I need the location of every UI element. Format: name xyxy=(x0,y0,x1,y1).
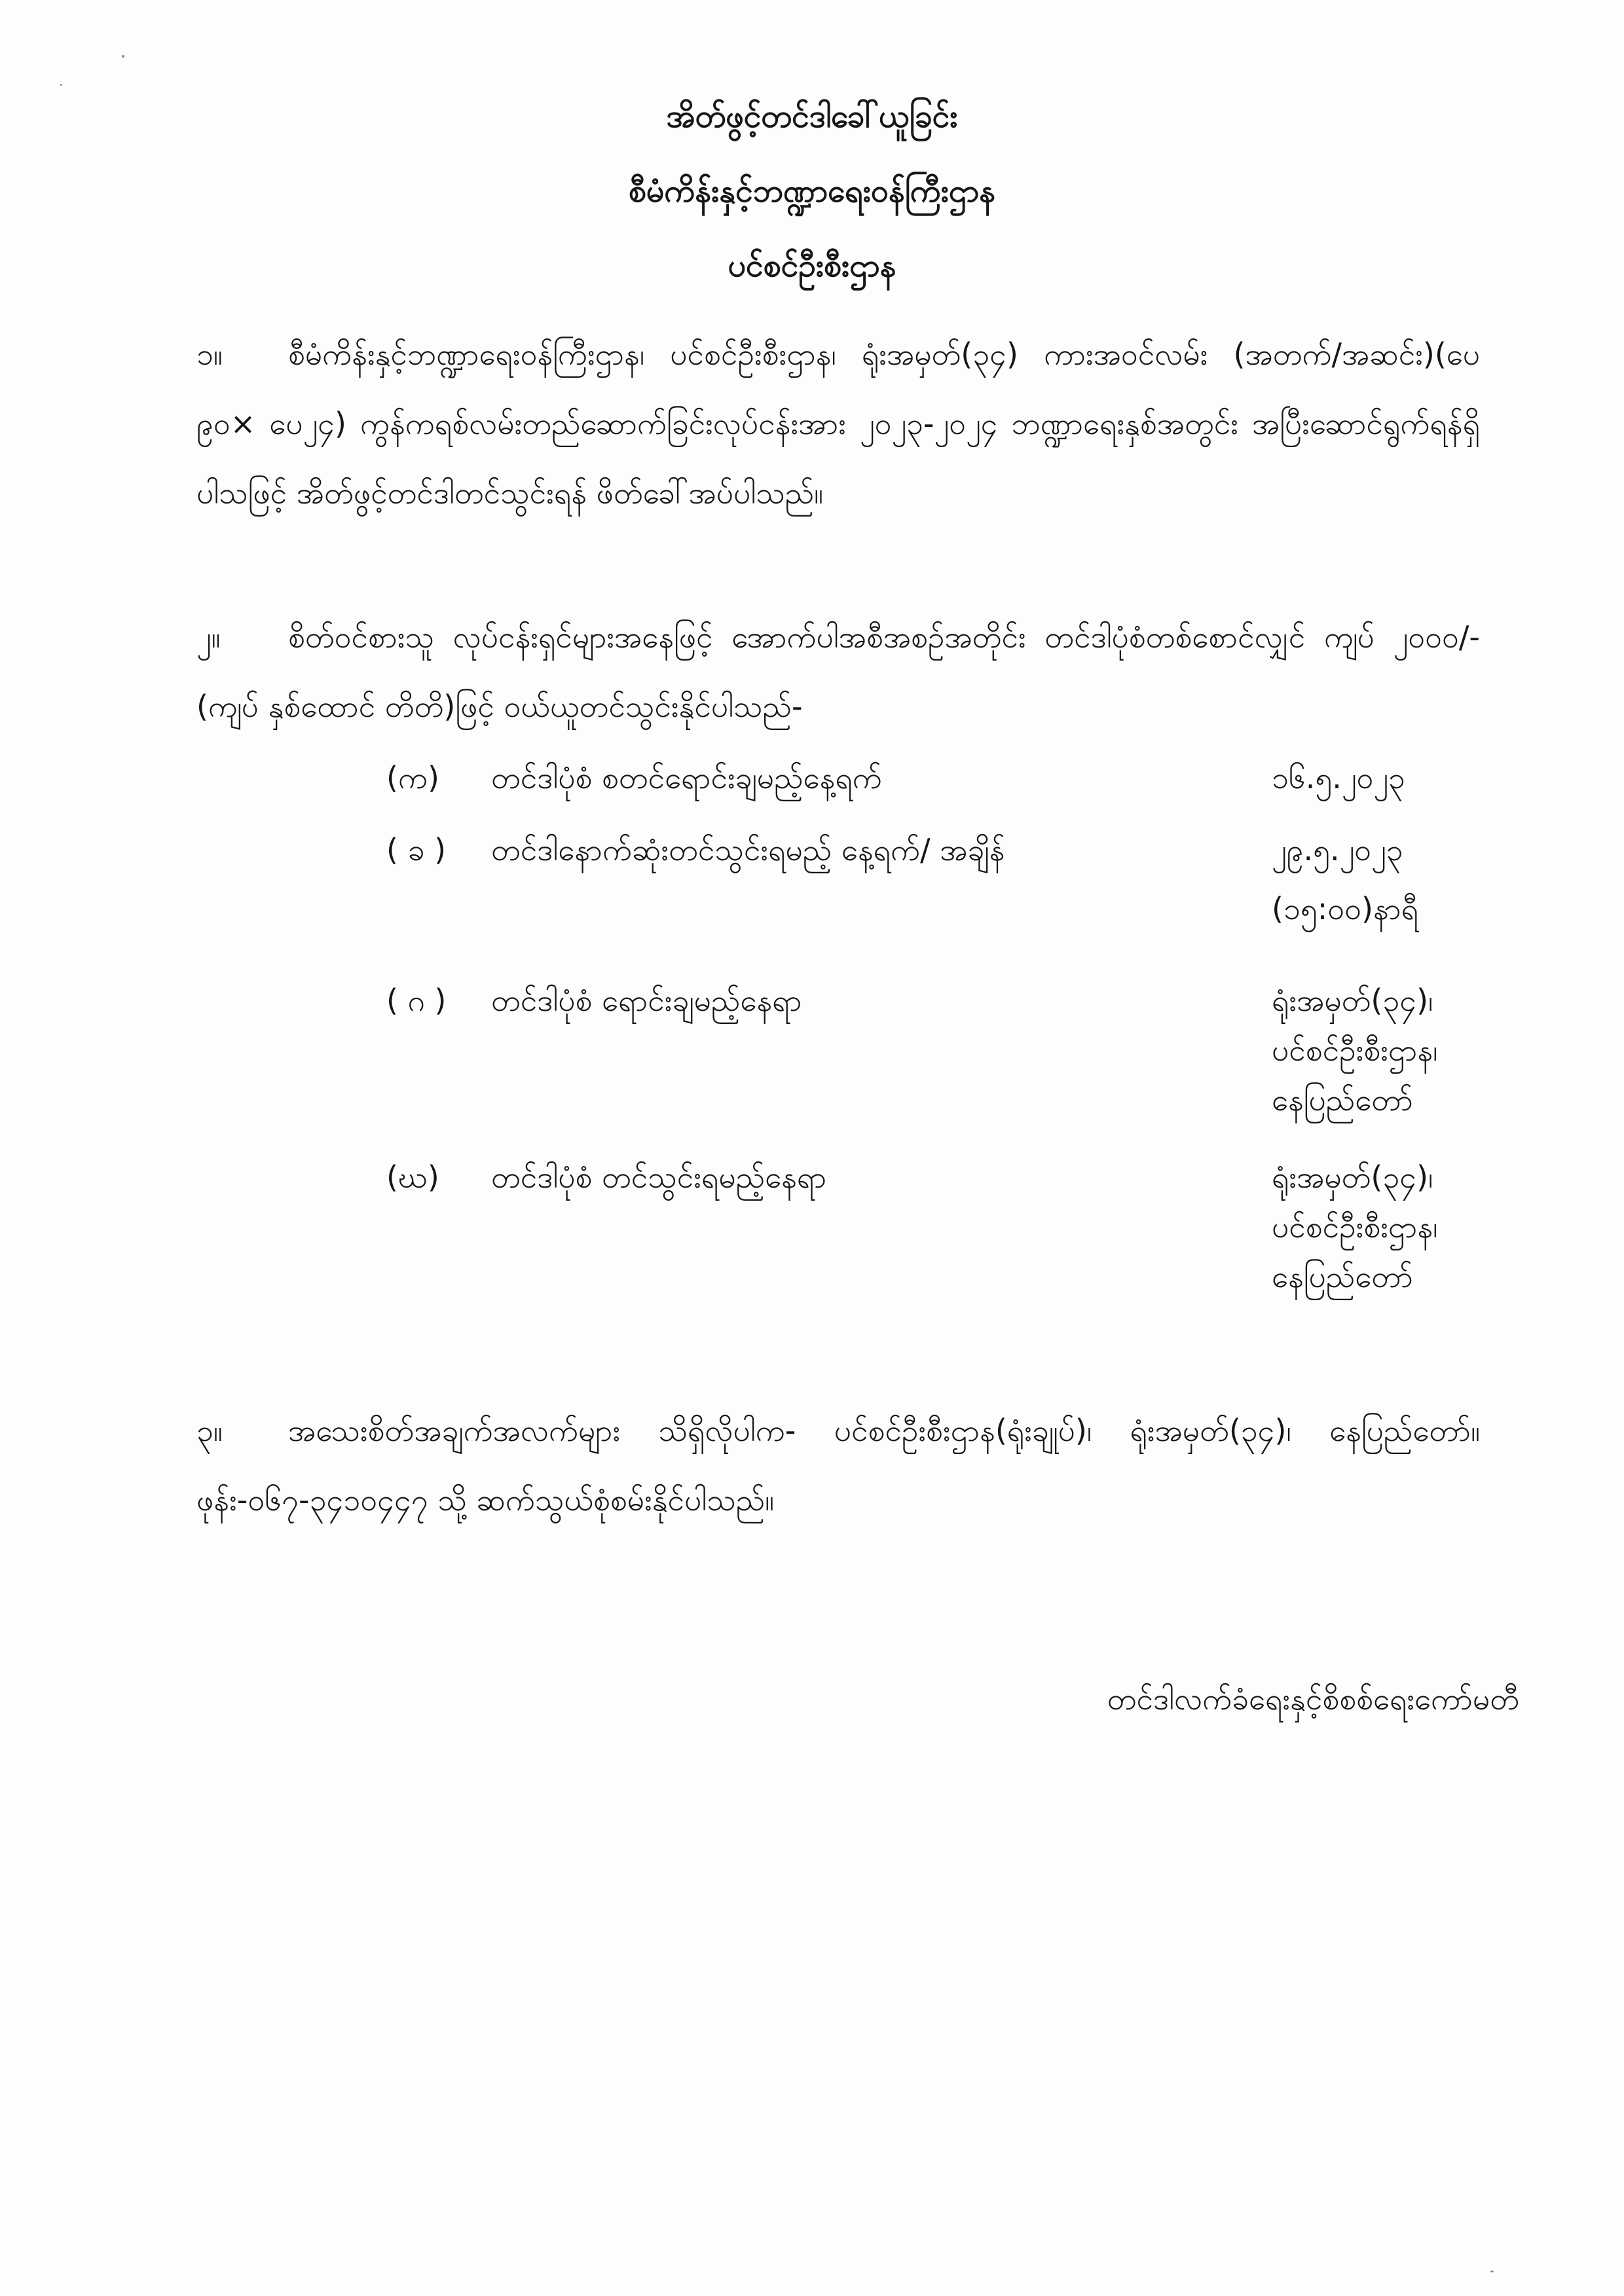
schedule-value-line: ၁၆.၅.၂၀၂၃ xyxy=(1272,760,1405,795)
schedule-item-submission-deadline xyxy=(386,825,1486,936)
schedule-value-line: (၁၅:၀၀)နာရီ xyxy=(1272,891,1419,926)
committee-signature: တင်ဒါလက်ခံရေးနှင့်စိစစ်ရေးကော်မတီ xyxy=(1107,1681,1519,1717)
paragraph-2 xyxy=(196,602,1480,741)
schedule-label: တင်ဒါပုံစံ စတင်ရောင်းချမည့်နေ့ရက် xyxy=(491,760,882,795)
schedule-value-line: ရုံးအမှတ်(၃၄)၊ xyxy=(1272,983,1433,1018)
paragraph-number: ၁။ xyxy=(196,337,223,372)
schedule-value-line: ပင်စင်ဦးစီးဌာန၊ xyxy=(1272,1209,1438,1245)
schedule-letter: (က) xyxy=(386,760,439,795)
schedule-item-sale-location xyxy=(386,975,1486,1146)
paragraph-number: ၃။ xyxy=(196,1413,223,1448)
scan-speck xyxy=(122,55,124,58)
paragraph-1 xyxy=(196,319,1480,528)
document-title: အိတ်ဖွင့်တင်ဒါခေါ်ယူခြင်း xyxy=(666,98,958,135)
scan-speck xyxy=(60,84,62,86)
scan-speck xyxy=(1490,2270,1494,2272)
schedule-letter: ( ဂ ) xyxy=(386,983,447,1018)
schedule-value xyxy=(1272,1152,1494,1302)
paragraph-number: ၂။ xyxy=(196,619,221,655)
schedule-value-line: ရုံးအမှတ်(၃၄)၊ xyxy=(1272,1159,1433,1195)
schedule-label: တင်ဒါနောက်ဆုံးတင်သွင်းရမည့် နေ့ရက်/ အချိန် xyxy=(491,832,1005,867)
schedule-label: တင်ဒါပုံစံ တင်သွင်းရမည့်နေရာ xyxy=(491,1159,827,1195)
schedule-value-line: နေပြည်တော် xyxy=(1272,1082,1413,1118)
schedule-item-sale-start xyxy=(386,753,1486,812)
department-name: ပင်စင်ဦးစီးဌာန xyxy=(728,247,896,284)
schedule-letter: (ဃ) xyxy=(386,1159,439,1195)
paragraph-text: စီမံကိန်းနှင့်ဘဏ္ဍာရေးဝန်ကြီးဌာန၊ ပင်စင်ဦးစီးဌာန၊ ရုံးအမှတ်(၃၄) ကားအဝင်လမ်း (အတက်/အဆင်း)(ပေ ၉၀× ပေ၂၄) ကွန်ကရစ်လမ်းတည်ဆောက်ခြင်းလုပ်ငန်းအား ၂၀၂၃-၂၀၂၄ ဘဏ္ဍာရေးနှစ်အတွင်း အပြီးဆောင်ရွက်ရန်ရှိပါသဖြင့် အိတ်ဖွင့်တင်ဒါတင်သွင်းရန် ဖိတ်ခေါ်အပ်ပါသည်။ xyxy=(196,337,1480,511)
schedule-value-line: ပင်စင်ဦးစီးဌာန၊ xyxy=(1272,1032,1438,1068)
schedule-label: တင်ဒါပုံစံ ရောင်းချမည့်နေရာ xyxy=(491,983,802,1018)
schedule-value-line: ၂၉.၅.၂၀၂၃ xyxy=(1272,832,1403,867)
schedule-item-submission-location xyxy=(386,1152,1486,1322)
paragraph-text: အသေးစိတ်အချက်အလက်များ သိရှိလိုပါက- ပင်စင်ဦးစီးဌာန(ရုံးချုပ်)၊ ရုံးအမှတ်(၃၄)၊ နေပြည်တော်။ ဖုန်း-၀၆၇-၃၄၁၀၄၄၇ သို့ ဆက်သွယ်စုံစမ်းနိုင်ပါသည်။ xyxy=(196,1413,1480,1518)
ministry-name: စီမံကိန်းနှင့်ဘဏ္ဍာရေးဝန်ကြီးဌာန xyxy=(628,173,996,210)
schedule-value xyxy=(1272,825,1494,934)
paragraph-3 xyxy=(196,1396,1480,1535)
schedule-letter: ( ခ ) xyxy=(386,832,447,867)
schedule-value xyxy=(1272,753,1494,803)
schedule-value-line: နေပြည်တော် xyxy=(1272,1259,1413,1294)
schedule-value xyxy=(1272,975,1494,1125)
paragraph-text: စိတ်ဝင်စားသူ လုပ်ငန်းရှင်များအနေဖြင့် အောက်ပါအစီအစဉ်အတိုင်း တင်ဒါပုံစံတစ်စောင်လျှင် ကျပ် ၂၀၀၀/- (ကျပ် နှစ်ထောင် တိတိ)ဖြင့် ဝယ်ယူတင်သွင်းနိုင်ပါသည်- xyxy=(196,619,1480,724)
